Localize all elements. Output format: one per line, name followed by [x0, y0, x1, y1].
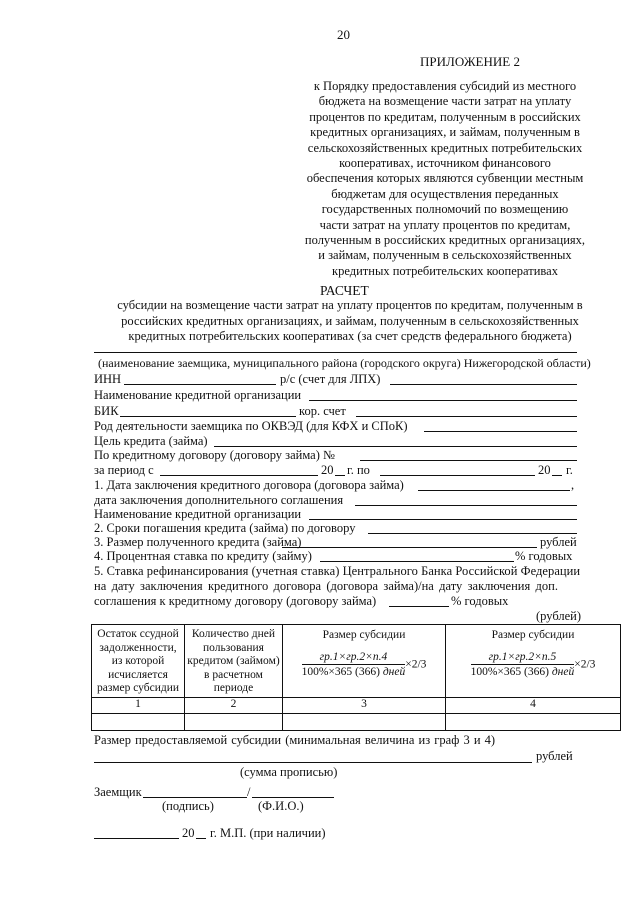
period-end-suffix: г. — [566, 463, 573, 477]
col4-numerator: гр.1×гр.2×п.5 — [471, 651, 575, 665]
fio-field[interactable] — [252, 797, 334, 798]
subsidy-rubles: рублей — [536, 749, 573, 763]
col1-header-line: задолженности, — [99, 641, 177, 654]
period-start-field[interactable] — [160, 475, 318, 476]
col1-header — [92, 625, 185, 698]
appendix-line: процентов по кредитам, полученным в российских — [309, 109, 581, 124]
item4-field[interactable] — [320, 561, 514, 562]
column-number-row — [92, 698, 621, 714]
period-end-year-field[interactable] — [552, 475, 562, 476]
item5-field[interactable] — [389, 606, 449, 607]
table-unit: (рублей) — [536, 609, 582, 623]
contract-label: По кредитному договору (договору займа) № — [94, 448, 335, 462]
period-start-year-field[interactable] — [335, 475, 345, 476]
item2-field[interactable] — [368, 533, 577, 534]
period-prefix: за период с — [94, 463, 154, 477]
col2-header-line: пользования — [203, 641, 264, 654]
appendix-line: обеспечения которых являются субвенции местным — [306, 171, 584, 186]
inn-field[interactable] — [124, 384, 276, 385]
borrower-name-line[interactable] — [94, 352, 577, 353]
col2-header-line: в расчетном — [204, 668, 263, 681]
period-to: г. по — [347, 463, 370, 477]
date-field[interactable] — [94, 838, 179, 839]
item5-line3: соглашения к кредитному договору (договору займа) — [94, 594, 377, 608]
col4-fraction — [471, 651, 575, 678]
bank-name-field[interactable] — [309, 400, 577, 401]
col-number: 4 — [446, 698, 621, 714]
date-stamp-label: г. М.П. (при наличии) — [210, 826, 326, 840]
col3-denominator-post: дней — [382, 666, 406, 678]
subsidy-table — [91, 624, 621, 731]
col4-denominator-pre: 100%×365 (366) — [470, 666, 549, 678]
subtitle-line: российских кредитных организациях, и займам, полученным в сельскохозяйственных — [121, 313, 579, 328]
subtitle-line: кредитных потребительских кооперативах (за счет средств федерального бюджета) — [128, 329, 572, 343]
appendix-line: кредитных организациях, и займам, полученным в — [310, 125, 580, 140]
col3-formula — [283, 651, 445, 678]
purpose-label: Цель кредита (займа) — [94, 434, 208, 448]
col2-header-line: кредитом (займом) — [187, 655, 280, 667]
col3-denominator-pre: 100%×365 (366) — [301, 666, 380, 678]
appendix-line: кредитных потребительских кооперативах — [332, 263, 558, 278]
item2-label: 2. Сроки погашения кредита (займа) по договору — [94, 521, 356, 535]
sum-words-caption: (сумма прописью) — [240, 765, 338, 779]
item5-unit: % годовых — [451, 594, 509, 608]
table-row — [92, 714, 621, 731]
appendix-line: и займам, полученным в сельскохозяйственных — [318, 248, 572, 263]
account-field[interactable] — [390, 384, 577, 385]
bank-name-label: Наименование кредитной организации — [94, 388, 302, 402]
col1-header-line: из которой — [111, 655, 165, 667]
account-label: р/с (счет для ЛПХ) — [280, 372, 381, 386]
borrower-label: Заемщик — [94, 785, 142, 799]
corr-account-field[interactable] — [356, 416, 577, 417]
okved-label: Род деятельности заемщика по ОКВЭД (для КФХ и СПоК) — [94, 419, 408, 433]
date-year: 20 — [182, 826, 195, 840]
col3-header — [283, 625, 446, 698]
addendum-label: дата заключения дополнительного соглашения — [94, 493, 344, 507]
okved-field[interactable] — [424, 431, 577, 432]
item3-label: 3. Размер полученного кредита (займа) — [94, 535, 302, 549]
col-number: 3 — [283, 698, 446, 714]
purpose-field[interactable] — [214, 446, 577, 447]
sign-slash: / — [247, 785, 251, 799]
bik-field[interactable] — [120, 416, 296, 417]
appendix-line: полученным в российских кредитных организациях, — [304, 233, 586, 248]
col4-header-title: Размер субсидии — [491, 629, 575, 641]
period-start-year: 20 — [321, 463, 334, 477]
col2-header-line: периоде — [213, 682, 254, 694]
page-number: 20 — [337, 27, 350, 42]
period-end-year: 20 — [538, 463, 551, 477]
bank-name2-label: Наименование кредитной организации — [94, 507, 302, 521]
item1-comma: , — [571, 478, 575, 492]
col2-header-line: Количество дней — [191, 628, 276, 640]
item4-unit: % годовых — [515, 549, 573, 563]
appendix-line: части затрат на уплату процентов по кредитам, — [319, 217, 571, 232]
doc-subtitle — [90, 298, 610, 345]
subsidy-size-label: Размер предоставляемой субсидии (минимальная величина из граф 3 и 4) — [94, 733, 496, 747]
table-cell[interactable] — [446, 714, 621, 731]
inn-label: ИНН — [94, 372, 122, 386]
addendum-field[interactable] — [355, 505, 577, 506]
col-number: 1 — [92, 698, 185, 714]
item3-unit: рублей — [540, 535, 577, 549]
col2-header — [185, 625, 283, 698]
appendix-line: к Порядку предоставления субсидий из местного — [313, 79, 577, 93]
item5-line1: 5. Ставка рефинансирования (учетная ставка) Центрального Банка Российской Федерации — [94, 564, 581, 578]
table-cell[interactable] — [185, 714, 283, 731]
borrower-caption: (наименование заемщика, муниципального района (городского округа) Нижегородской области) — [98, 356, 591, 370]
bik-label: БИК — [94, 404, 119, 418]
table-cell[interactable] — [283, 714, 446, 731]
contract-field[interactable] — [360, 460, 577, 461]
appendix-line: государственных полномочий по возмещению — [321, 202, 569, 217]
subtitle-line: субсидии на возмещение части затрат на уплату процентов по кредитам, полученным в — [117, 298, 583, 312]
signature-caption: (подпись) — [162, 799, 214, 813]
appendix-title: ПРИЛОЖЕНИЕ 2 — [420, 54, 520, 69]
col-number: 2 — [185, 698, 283, 714]
col1-header-line: исчисляется — [108, 668, 168, 681]
col3-header-title: Размер субсидии — [322, 629, 406, 641]
appendix-line: кооперативах, источником финансового — [339, 156, 551, 171]
col1-header-line: размер субсидии — [96, 682, 180, 694]
corr-account-label: кор. счет — [299, 404, 346, 418]
table-header-row — [92, 625, 621, 698]
appendix-line: бюджетам для осуществления переданных — [331, 186, 559, 201]
date-year-field[interactable] — [196, 838, 206, 839]
item3-field[interactable] — [282, 547, 537, 548]
item4-label: 4. Процентная ставка по кредиту (займу) — [94, 549, 312, 563]
col3-numerator: гр.1×гр.2×п.4 — [302, 651, 406, 665]
appendix-text — [285, 79, 605, 279]
table-cell[interactable] — [92, 714, 185, 731]
col4-multiplier: ×2/3 — [574, 658, 596, 671]
appendix-line: сельскохозяйственных кредитных потребительских — [307, 140, 583, 155]
subsidy-sum-field[interactable] — [94, 762, 532, 763]
fio-caption: (Ф.И.О.) — [258, 799, 304, 813]
period-end-field[interactable] — [380, 475, 535, 476]
signature-field[interactable] — [143, 797, 247, 798]
col3-denominator — [302, 665, 406, 678]
col3-multiplier: ×2/3 — [405, 658, 427, 671]
item1-label: 1. Дата заключения кредитного договора (договора займа) — [94, 478, 404, 492]
col4-header — [446, 625, 621, 698]
appendix-line: бюджета на возмещение части затрат на уплату — [318, 94, 572, 109]
col4-formula — [446, 651, 620, 678]
col3-fraction — [302, 651, 406, 678]
doc-title: РАСЧЕТ — [320, 283, 369, 298]
col1-header-line: Остаток ссудной — [97, 628, 179, 640]
bank-name2-field[interactable] — [309, 519, 577, 520]
item5-line2: на дату заключения кредитного договора (договора займа)/на дату заключения доп. — [94, 579, 558, 593]
col4-denominator — [471, 665, 575, 678]
item1-field[interactable] — [418, 490, 570, 491]
col4-denominator-post: дней — [551, 666, 575, 678]
